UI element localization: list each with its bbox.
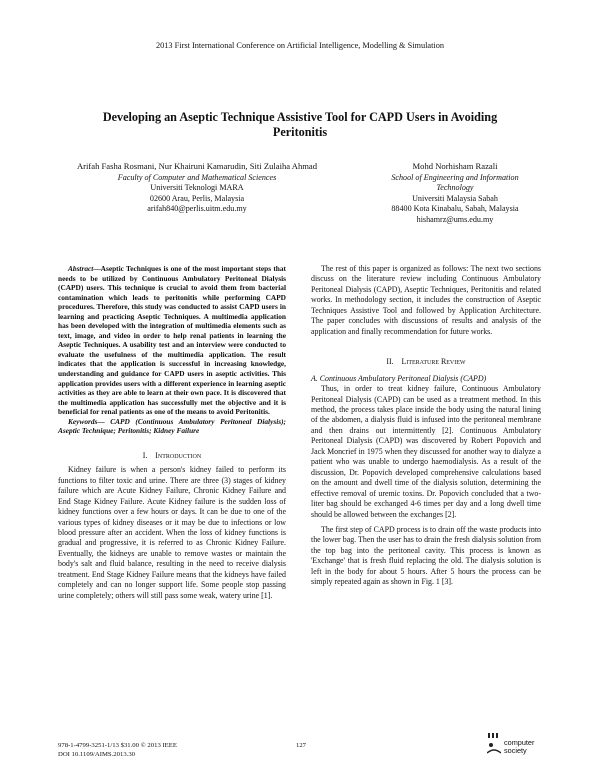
- abstract: [58, 264, 286, 417]
- author-block-2: [370, 161, 540, 226]
- paper-title: [70, 110, 530, 140]
- footer-left: [58, 742, 177, 759]
- author-address-1: 02600 Arau, Perlis, Malaysia: [149, 193, 245, 203]
- logo-line1: computer: [504, 738, 535, 747]
- section-2-number: II.: [386, 357, 394, 367]
- author-dept-2a: School of Engineering and Information: [391, 172, 519, 182]
- section-2-title: Literature Review: [401, 357, 466, 367]
- author-university-1: Universiti Teknologi MARA: [150, 183, 244, 193]
- author-dept-1: Faculty of Computer and Mathematical Sciences: [117, 172, 277, 182]
- computer-society-mark-icon: [487, 733, 501, 755]
- capd-paragraph-1: Thus, in order to treat kidney failure, Continuous Ambulatory Peritoneal Dialysis (CAPD) can be used as a treatment method. In this method, the process takes place inside the body using the natural lining of the abdomen, a dialysis fluid is infused into the peritoneal membrane and then drains out intermittently [2]. Continuous Ambulatory Peritoneal Dialysis (CAPD) was discovered by Robert Popovich and Jack Moncrief in 1975 when they discussed for another way to dialyze a patient who was unable to undergo haemodialysis. As a result of the discussion, Dr. Popovich developed comprehensive calculations based on the amount and dwell time of the dialysis solution, determining the effective removal of uremic toxins. Dr. Popovich concluded that a two-liter bag should be exchanged 4-6 times per day and a long dwell time should be allowed between the exchanges [2].: [311, 384, 541, 519]
- logo-line2: society: [504, 746, 527, 755]
- keywords-label: Keywords—: [68, 416, 105, 426]
- author-names-1: Arifah Fasha Rosmani, Nur Khairuni Kamarudin, Siti Zulaiha Ahmad: [76, 161, 318, 171]
- footer-doi: DOI 10.1109/AIMS.2013.30: [58, 750, 136, 758]
- organization-paragraph: The rest of this paper is organized as follows: The next two sections discuss on the literature review including Continuous Ambulatory Peritoneal Dialysis (CAPD), Aseptic Techniques, Peritonitis and related works. In methodology section, it includes the construction of Aseptic Techniques Assistive Tool and followed by Application Architecture. The paper concludes with discussions of results and analysis of the application and finally recommendation for future works.: [311, 264, 541, 336]
- keywords: [58, 417, 286, 436]
- subsection-a-heading: A. Continuous Ambulatory Peritoneal Dialysis (CAPD): [311, 373, 487, 383]
- introduction-paragraph: Kidney failure is when a person's kidney failed to perform its functions to filter toxic and urine. There are three (3) stages of kidney failure which are Acute Kidney Failure, Chronic Kidney Failure and End Stage Kidney Failure. Acute Kidney failure is the sudden loss of kidney functions over a few hours or days. It can be due to one of the various types of kidney diseases or it may be due to infections or low blood pressure after an accident. When the loss of kidney functions is gradual and progressive, it is referred to as Chronic Kidney Failure. Eventually, the kidneys are unable to remove wastes or maintain the body's salt and fluid balance, resulting in the need to receive dialysis treatment. End Stage Kidney Failure means that the kidneys have failed completely and can no longer support life. Some people stop passing urine completely; others will still pass some weak, watery urine [1].: [58, 465, 286, 600]
- author-email-1: arifah840@perlis.uitm.edu.my: [147, 204, 247, 214]
- section-2-heading: [311, 357, 541, 367]
- section-1-title: Introduction: [155, 450, 202, 460]
- author-block-1: [52, 161, 342, 215]
- author-names-2: Mohd Norhisham Razali: [412, 161, 498, 171]
- paper-title-line2: Peritonitis: [272, 125, 328, 139]
- author-university-2: Universiti Malaysia Sabah: [412, 193, 498, 203]
- abstract-label: Abstract: [68, 264, 94, 273]
- paper-title-line1: Developing an Aseptic Technique Assistive Tool for CAPD Users in Avoiding: [102, 110, 498, 124]
- keywords-text: CAPD (Continuous Ambulatory Peritoneal Dialysis); Aseptic Technique; Peritonitis; Kidney Failure: [58, 416, 286, 436]
- right-column: [311, 264, 541, 588]
- capd-paragraph-2: The first step of CAPD process is to drain off the waste products into the lower bag. Then the user has to drain the fresh dialysis solution from the top bag into the peritoneal cavity. This process is known as 'Exchange' that is fresh fluid replacing the old. The dialysis solution is left in the body for about 5 hours. After 5 hours the process can be simply repeated again as shown in Fig. 1 [3].: [311, 524, 541, 587]
- section-1-number: I.: [142, 450, 148, 460]
- computer-society-logo: [487, 733, 551, 759]
- footer-isbn: 978-1-4799-3251-1/13 $31.00 © 2013 IEEE: [58, 742, 177, 749]
- section-1-heading: [58, 451, 286, 461]
- logo-wordmark: [504, 739, 534, 755]
- author-email-2: hishamrz@ums.edu.my: [416, 214, 494, 224]
- abstract-text: —Aseptic Techniques is one of the most important steps that needs to be utilized by Continuous Ambulatory Peritoneal Dialysis (CAPD) users. This technique is crucial to avoid them from bacterial contamination which leads to peritonitis while performing CAPD procedures. Therefore, this study was conducted to assist CAPD users in learning and practicing Aseptic Techniques. A multimedia application has been developed with the integration of multimedia elements such as text, image, and video in order to help renal patients in learning the Aseptic Techniques. A usability test and an interview were conducted to evaluate the usefulness of the multimedia application. The result indicates that the application is successful in increasing knowledge, understanding and guidance for CAPD users in aseptic activities. This application provides users with a different experience in learning aseptic activities as they are able to learn at their own pace. It is discovered that the multimedia application has successfully met the objective and it is beneficial for renal patients as one of the means to avoid Peritonitis.: [58, 264, 286, 417]
- author-address-2: 88400 Kota Kinabalu, Sabah, Malaysia: [391, 204, 519, 214]
- conference-header: 2013 First International Conference on Artificial Intelligence, Modelling & Simulation: [155, 41, 445, 50]
- author-dept-2b: Technology: [436, 183, 474, 193]
- left-column: [58, 264, 286, 601]
- page-number: 127: [295, 742, 307, 749]
